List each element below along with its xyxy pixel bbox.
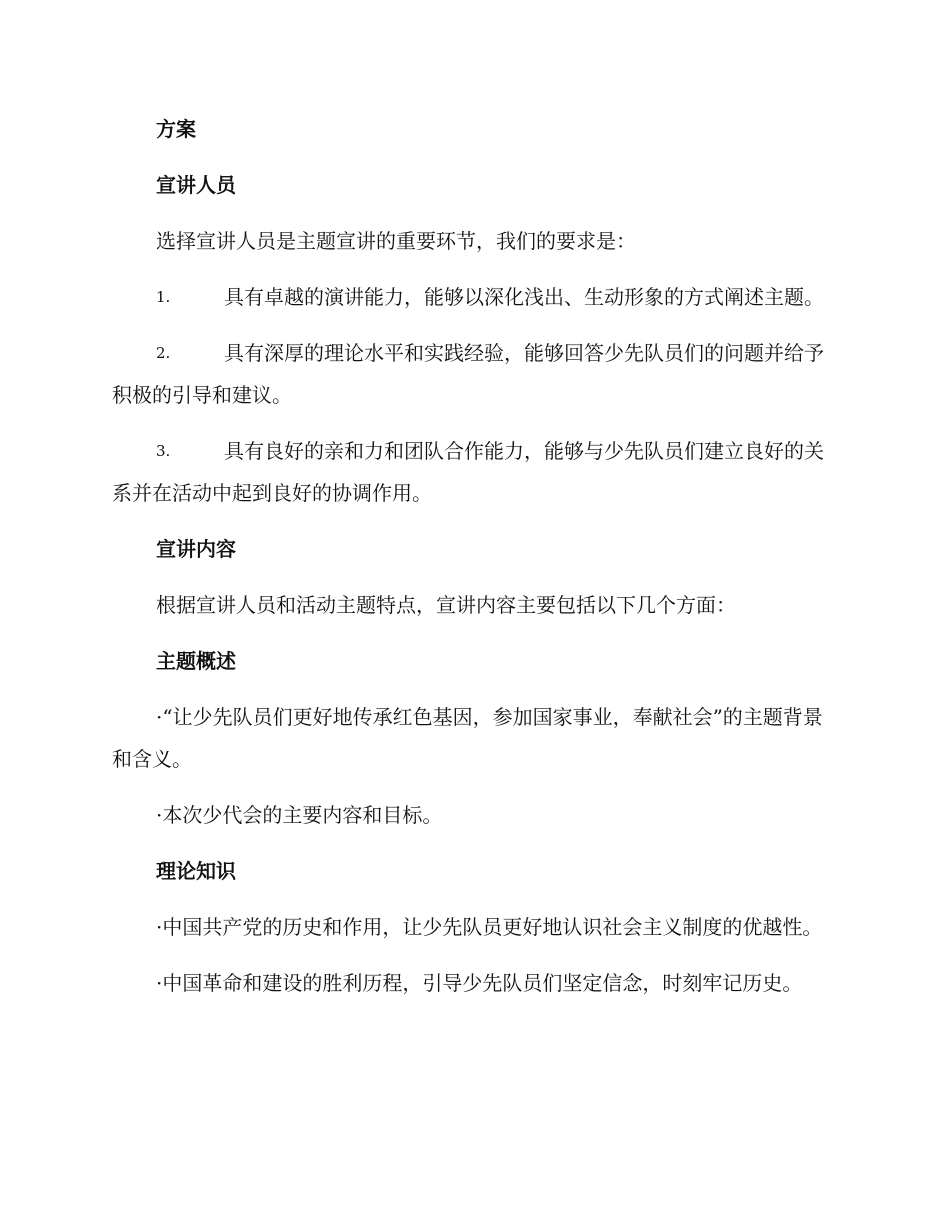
speakers-heading: 宣讲人员 <box>156 173 236 197</box>
list-item-text: 具有卓越的演讲能力，能够以深化浅出、生动形象的方式阐述主题。 <box>224 285 824 309</box>
theory-bullet-item: ·中国革命和建设的胜利历程，引导少先队员们坚定信念，时刻牢记历史。 <box>156 971 803 995</box>
content-intro: 根据宣讲人员和活动主题特点，宣讲内容主要包括以下几个方面： <box>156 593 736 617</box>
speakers-intro: 选择宣讲人员是主题宣讲的重要环节，我们的要求是： <box>156 229 636 253</box>
theory-heading: 理论知识 <box>156 859 236 883</box>
content-heading: 宣讲内容 <box>156 537 236 561</box>
list-item-text: 具有良好的亲和力和团队合作能力，能够与少先队员们建立良好的关系并在活动中起到良好的协调作用。 <box>112 439 824 505</box>
list-number: 2. <box>156 344 171 362</box>
theme-bullet-item: ·本次少代会的主要内容和目标。 <box>156 803 443 827</box>
theme-bullet-item: ·“让少先队员们更好地传承红色基因，参加国家事业，奉献社会”的主题背景和含义。 <box>112 705 823 771</box>
speakers-list-item <box>112 430 838 514</box>
list-number: 1. <box>156 288 171 306</box>
speakers-list-item <box>112 332 838 416</box>
speakers-list-item <box>112 276 838 318</box>
theory-bullet-item: ·中国共产党的历史和作用，让少先队员更好地认识社会主义制度的优越性。 <box>156 915 823 939</box>
plan-heading: 方案 <box>156 117 196 141</box>
list-number: 3. <box>156 442 171 460</box>
list-item-text: 具有深厚的理论水平和实践经验，能够回答少先队员们的问题并给予积极的引导和建议。 <box>112 341 824 407</box>
theme-heading: 主题概述 <box>156 649 236 673</box>
